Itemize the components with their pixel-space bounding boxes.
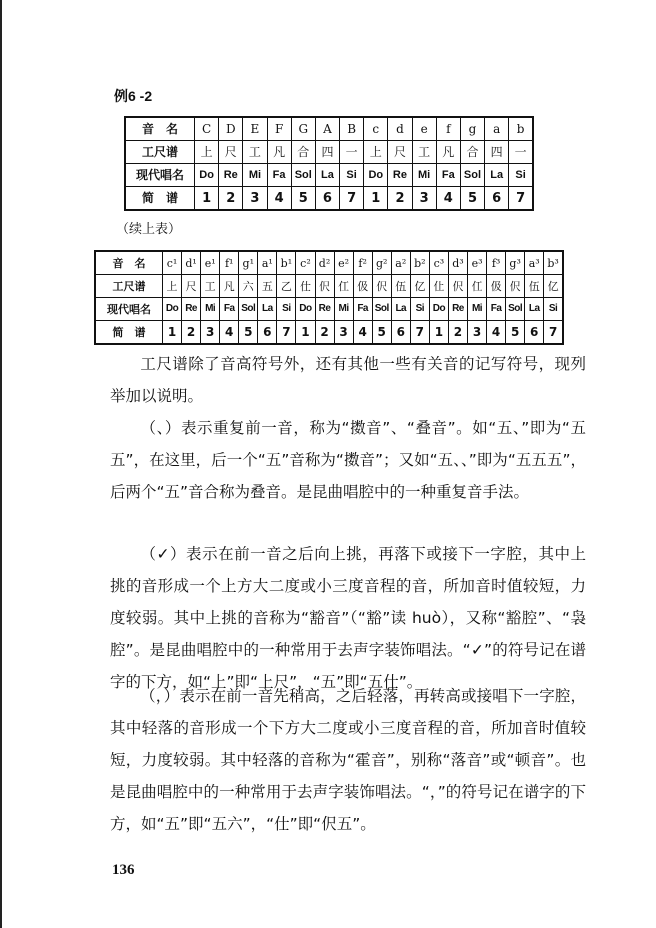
pitch-cell: e² (334, 251, 353, 275)
gongche-cell: 伋 (487, 275, 506, 298)
pitch-cell: b¹ (277, 251, 296, 275)
pitch-cell: f² (353, 251, 372, 275)
jianpu-cell: 1 (364, 187, 388, 211)
solfege-cell: Mi (412, 164, 436, 187)
jianpu-cell: 6 (485, 187, 509, 211)
solfege-cell: Si (340, 164, 364, 187)
pitch-cell: d² (315, 251, 334, 275)
pitch-cell: d (388, 117, 412, 141)
jianpu-cell: 4 (436, 187, 460, 211)
pitch-cell: b (509, 117, 533, 141)
solfege-cell: Re (388, 164, 412, 187)
solfege-cell: Do (364, 164, 388, 187)
pitch-cell: b³ (544, 251, 563, 275)
jianpu-cell: 4 (487, 321, 506, 345)
solfege-cell: La (525, 298, 544, 321)
jianpu-cell: 2 (388, 187, 412, 211)
solfege-cell: Mi (468, 298, 487, 321)
pitch-cell: c³ (429, 251, 448, 275)
pitch-cell: g² (372, 251, 391, 275)
solfege-cell: Fa (353, 298, 372, 321)
solfege-cell: Si (544, 298, 563, 321)
gongche-cell: 一 (340, 141, 364, 164)
pitch-cell: G (291, 117, 315, 141)
gongche-cell: 伍 (391, 275, 410, 298)
gongche-cell: 仜 (468, 275, 487, 298)
gongche-cell: 伬 (506, 275, 525, 298)
jianpu-cell: 3 (201, 321, 220, 345)
gongche-cell: 亿 (410, 275, 429, 298)
solfege-cell: Do (195, 164, 219, 187)
jianpu-cell: 7 (509, 187, 533, 211)
solfege-cell: Si (277, 298, 296, 321)
pitch-cell: a² (391, 251, 410, 275)
gongche-cell: 六 (239, 275, 258, 298)
solfege-cell: La (315, 164, 339, 187)
gongche-cell: 伋 (353, 275, 372, 298)
row-label-solfege: 现代唱名 (125, 164, 195, 187)
jianpu-cell: 5 (460, 187, 484, 211)
jianpu-cell: 7 (410, 321, 429, 345)
jianpu-cell: 5 (506, 321, 525, 345)
jianpu-cell: 5 (239, 321, 258, 345)
solfege-cell: Do (163, 298, 182, 321)
row-jianpu (125, 187, 533, 211)
row-label-gongche: 工尺谱 (95, 275, 163, 298)
pitch-cell: E (243, 117, 267, 141)
jianpu-cell: 1 (163, 321, 182, 345)
solfege-cell: Mi (243, 164, 267, 187)
jianpu-cell: 2 (182, 321, 201, 345)
solfege-cell: Fa (487, 298, 506, 321)
pitch-cell: g (460, 117, 484, 141)
pitch-cell: F (267, 117, 291, 141)
paragraph-intro (110, 348, 586, 412)
row-label-solfege: 现代唱名 (95, 298, 163, 321)
scan-edge (0, 0, 2, 928)
paragraph-text: （、）表示重复前一音，称为“擞音”、“叠音”。如“五、”即为“五五”，在这里，后一个“五”音称为“擞音”；又如“五、、”即为“五五五”，后两个“五”音合称为叠音。是昆曲唱腔中的一种重复音手法。 (110, 419, 586, 501)
solfege-cell: Do (429, 298, 448, 321)
pitch-cell: e¹ (201, 251, 220, 275)
jianpu-cell: 6 (391, 321, 410, 345)
row-label-pitch: 音 名 (95, 251, 163, 275)
jianpu-cell: 3 (243, 187, 267, 211)
jianpu-cell: 5 (291, 187, 315, 211)
row-pitch-names (95, 251, 563, 275)
pitch-cell: A (315, 117, 339, 141)
gongche-cell: 伬 (448, 275, 467, 298)
pitch-cell: f¹ (220, 251, 239, 275)
jianpu-cell: 2 (448, 321, 467, 345)
notation-table-2 (94, 250, 564, 345)
gongche-cell: 凡 (436, 141, 460, 164)
pitch-cell: e³ (468, 251, 487, 275)
row-gongche (125, 141, 533, 164)
paragraph-upturn-mark (110, 538, 586, 698)
paragraph-text: 工尺谱除了音高符号外，还有其他一些有关音的记写符号，现列举加以说明。 (110, 355, 586, 405)
gongche-cell: 上 (364, 141, 388, 164)
page-number: 136 (112, 862, 135, 878)
gongche-cell: 伬 (315, 275, 334, 298)
solfege-cell: Si (410, 298, 429, 321)
gongche-cell: 尺 (388, 141, 412, 164)
jianpu-cell: 3 (468, 321, 487, 345)
pitch-cell: c (364, 117, 388, 141)
jianpu-cell: 4 (353, 321, 372, 345)
row-pitch-names (125, 117, 533, 141)
row-label-jianpu: 简 谱 (95, 321, 163, 345)
jianpu-cell: 4 (220, 321, 239, 345)
solfege-cell: Sol (239, 298, 258, 321)
pitch-cell: a³ (525, 251, 544, 275)
continued-label: （续上表） (116, 222, 182, 237)
jianpu-cell: 6 (525, 321, 544, 345)
gongche-cell: 合 (460, 141, 484, 164)
gongche-cell: 工 (243, 141, 267, 164)
jianpu-cell: 4 (267, 187, 291, 211)
solfege-cell: La (485, 164, 509, 187)
pitch-cell: e (412, 117, 436, 141)
solfege-cell: Sol (506, 298, 525, 321)
pitch-cell: b² (410, 251, 429, 275)
pitch-cell: d³ (448, 251, 467, 275)
example-label: 例6 -2 (114, 88, 153, 104)
pitch-cell: g¹ (239, 251, 258, 275)
jianpu-cell: 7 (544, 321, 563, 345)
solfege-cell: Re (219, 164, 243, 187)
solfege-cell: Re (315, 298, 334, 321)
row-label-gongche: 工尺谱 (125, 141, 195, 164)
gongche-cell: 合 (291, 141, 315, 164)
pitch-cell: d¹ (182, 251, 201, 275)
solfege-cell: Sol (291, 164, 315, 187)
gongche-cell: 乙 (277, 275, 296, 298)
jianpu-cell: 7 (340, 187, 364, 211)
jianpu-cell: 3 (412, 187, 436, 211)
jianpu-cell: 6 (258, 321, 277, 345)
row-label-jianpu: 简 谱 (125, 187, 195, 211)
pitch-cell: B (340, 117, 364, 141)
jianpu-cell: 2 (315, 321, 334, 345)
row-jianpu (95, 321, 563, 345)
gongche-cell: 上 (163, 275, 182, 298)
jianpu-cell: 7 (277, 321, 296, 345)
gongche-cell: 工 (201, 275, 220, 298)
solfege-cell: Fa (267, 164, 291, 187)
paragraph-text: （✓）表示在前一音之后向上挑，再落下或接下一字腔，其中上挑的音形成一个上方大二度或小三度音程的音，所加音时值较短，力度较弱。其中上挑的音称为“豁音”（“豁”读 huò），又称“豁腔”、“袅腔”。是昆曲唱腔中的一种常用于去声字装饰唱法。“✓”的符号记在谱字的下方，如“上”即“上尺”，“五”即“五仕”。 (110, 545, 586, 691)
jianpu-cell: 1 (296, 321, 315, 345)
solfege-cell: Sol (372, 298, 391, 321)
jianpu-cell: 1 (195, 187, 219, 211)
pitch-cell: C (195, 117, 219, 141)
pitch-cell: f (436, 117, 460, 141)
gongche-cell: 仜 (334, 275, 353, 298)
solfege-cell: La (258, 298, 277, 321)
gongche-cell: 上 (195, 141, 219, 164)
pitch-cell: a (485, 117, 509, 141)
solfege-cell: Fa (436, 164, 460, 187)
row-solfege (125, 164, 533, 187)
gongche-cell: 凡 (220, 275, 239, 298)
gongche-cell: 五 (258, 275, 277, 298)
jianpu-cell: 3 (334, 321, 353, 345)
paragraph-drop-mark (110, 680, 586, 840)
solfege-cell: Re (448, 298, 467, 321)
solfege-cell: Do (296, 298, 315, 321)
solfege-cell: Sol (460, 164, 484, 187)
paragraph-repeat-mark (110, 412, 586, 508)
jianpu-cell: 6 (315, 187, 339, 211)
gongche-cell: 一 (509, 141, 533, 164)
pitch-cell: f³ (487, 251, 506, 275)
jianpu-cell: 5 (372, 321, 391, 345)
pitch-cell: D (219, 117, 243, 141)
solfege-cell: Mi (201, 298, 220, 321)
row-solfege (95, 298, 563, 321)
row-label-pitch: 音 名 (125, 117, 195, 141)
solfege-cell: Mi (334, 298, 353, 321)
pitch-cell: a¹ (258, 251, 277, 275)
gongche-cell: 工 (412, 141, 436, 164)
solfege-cell: Re (182, 298, 201, 321)
pitch-cell: c¹ (163, 251, 182, 275)
gongche-cell: 仩 (429, 275, 448, 298)
notation-table-1 (124, 116, 534, 211)
gongche-cell: 凡 (267, 141, 291, 164)
pitch-cell: g³ (506, 251, 525, 275)
gongche-cell: 仕 (296, 275, 315, 298)
row-gongche (95, 275, 563, 298)
gongche-cell: 伬 (372, 275, 391, 298)
gongche-cell: 四 (315, 141, 339, 164)
gongche-cell: 四 (485, 141, 509, 164)
gongche-cell: 伍 (525, 275, 544, 298)
pitch-cell: c² (296, 251, 315, 275)
paragraph-text: （，）表示在前一音先稍高，之后轻落，再转高或接唱下一字腔，其中轻落的音形成一个下方大二度或小三度音程的音，所加音时值较短，力度较弱。其中轻落的音称为“霍音”，别称“落音”或“顿音”。也是昆曲唱腔中的一种常用于去声字装饰唱法。“，”的符号记在谱字的下方，如“五”即“五六”，“仕”即“伬五”。 (110, 687, 586, 833)
gongche-cell: 尺 (219, 141, 243, 164)
jianpu-cell: 1 (429, 321, 448, 345)
solfege-cell: Fa (220, 298, 239, 321)
gongche-cell: 尺 (182, 275, 201, 298)
gongche-cell: 亿 (544, 275, 563, 298)
solfege-cell: Si (509, 164, 533, 187)
solfege-cell: La (391, 298, 410, 321)
jianpu-cell: 2 (219, 187, 243, 211)
